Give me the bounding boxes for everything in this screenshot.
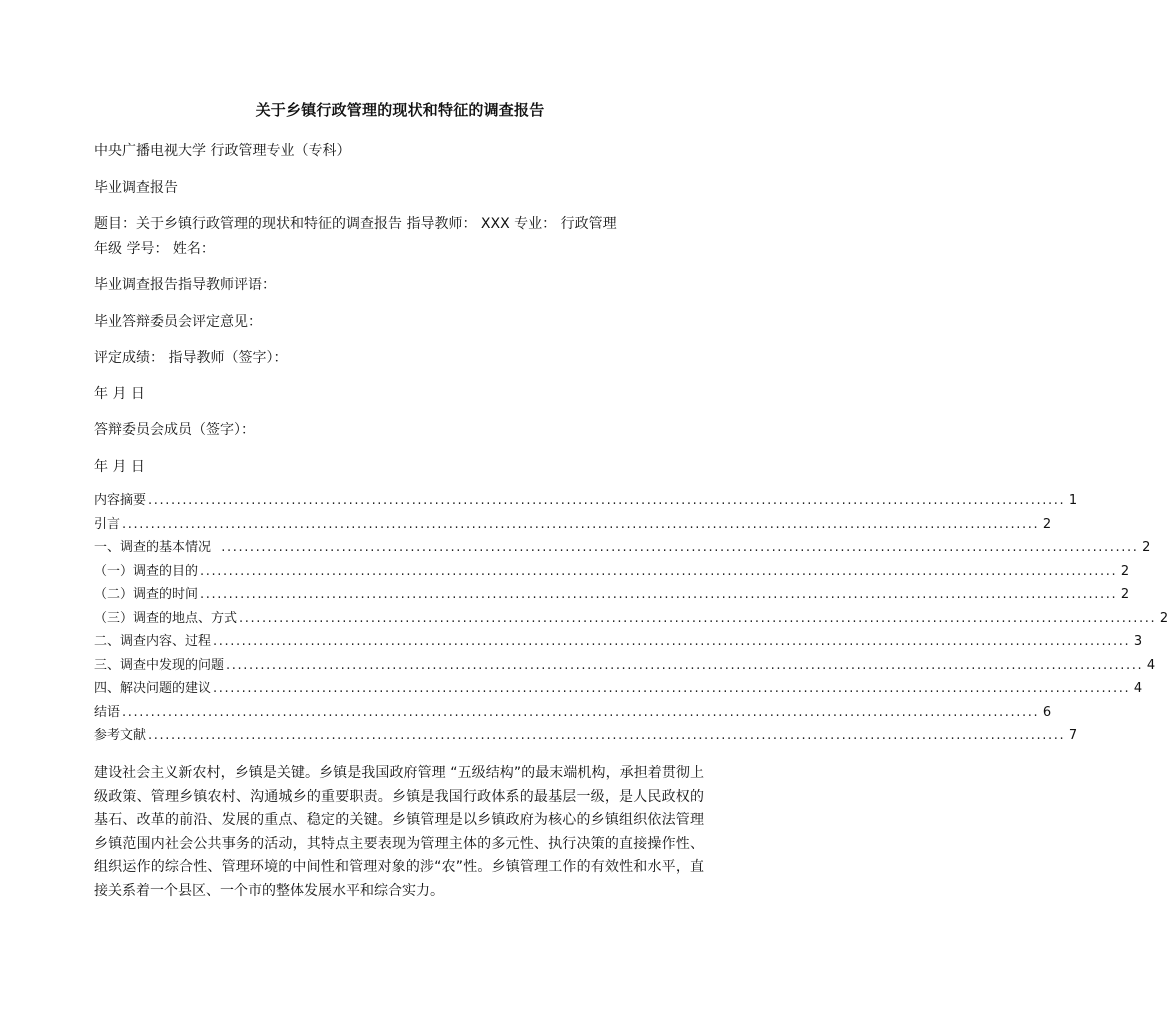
toc-entry-label: 引言 bbox=[94, 516, 121, 532]
toc-entry-label: 内容摘要 bbox=[94, 493, 147, 508]
toc-entry-label: 一、调查的基本情况 bbox=[94, 540, 220, 555]
toc-leader-dots: ................................................................................................................................................................ bbox=[200, 587, 1118, 602]
toc-entry-page: 2 bbox=[1042, 516, 1052, 532]
grade-sign-line: 评定成绩： 指导教师（签字）： bbox=[94, 350, 288, 366]
toc-entry[interactable] bbox=[94, 727, 1078, 751]
toc-entry[interactable] bbox=[94, 586, 1130, 610]
school-line: 中央广播电视大学 行政管理专业（专科） bbox=[94, 143, 351, 159]
date-line-1: 年 月 日 bbox=[94, 386, 145, 402]
toc-leader-dots: ................................................................................................................................................................ bbox=[122, 516, 1040, 532]
grade-line: 年级 学号： 姓名： bbox=[94, 241, 215, 257]
toc-entry-page: 2 bbox=[1120, 563, 1130, 579]
toc-entry[interactable] bbox=[94, 704, 1052, 728]
toc-leader-dots: ................................................................................................................................................................ bbox=[221, 540, 1139, 555]
toc-entry-page: 2 bbox=[1120, 587, 1130, 602]
toc-leader-dots: ................................................................................................................................................................ bbox=[226, 657, 1144, 673]
toc-entry-page: 2 bbox=[1159, 610, 1168, 626]
toc-entry-page: 2 bbox=[1142, 540, 1151, 555]
date-line-2: 年 月 日 bbox=[94, 459, 145, 475]
toc-entry-label: （二）调查的时间 bbox=[94, 587, 199, 602]
committee-sign-line: 答辩委员会成员（签字）： bbox=[94, 422, 255, 438]
toc-entry-page: 6 bbox=[1042, 704, 1052, 720]
topic-line: 题目：关于乡镇行政管理的现状和特征的调查报告 指导教师： XXX 专业： 行政管理 bbox=[94, 216, 617, 232]
toc-entry[interactable] bbox=[94, 563, 1130, 587]
toc-entry-label: 二、调查内容、过程 bbox=[94, 634, 212, 649]
toc-entry-label: （一）调查的目的 bbox=[94, 563, 199, 579]
toc-entry[interactable] bbox=[94, 680, 1143, 704]
toc-entry-label: 三、调查中发现的问题 bbox=[94, 657, 225, 673]
toc-entry-page: 4 bbox=[1146, 657, 1156, 673]
table-of-contents bbox=[94, 492, 1168, 751]
toc-entry-page: 1 bbox=[1068, 493, 1078, 508]
document-title: 关于乡镇行政管理的现状和特征的调查报告 bbox=[255, 101, 545, 119]
doc-type-line: 毕业调查报告 bbox=[94, 180, 178, 196]
toc-entry-page: 3 bbox=[1133, 634, 1143, 649]
toc-leader-dots: ................................................................................................................................................................ bbox=[200, 563, 1118, 579]
toc-entry-label: 结语 bbox=[94, 704, 121, 720]
toc-entry[interactable] bbox=[94, 633, 1143, 657]
committee-opinion-line: 毕业答辩委员会评定意见： bbox=[94, 314, 262, 330]
toc-leader-dots: ................................................................................................................................................................ bbox=[213, 681, 1131, 696]
toc-entry-page: 4 bbox=[1133, 681, 1143, 696]
toc-entry[interactable] bbox=[94, 516, 1052, 540]
toc-leader-dots: ................................................................................................................................................................ bbox=[213, 634, 1131, 649]
toc-entry[interactable] bbox=[94, 539, 1151, 563]
toc-entry-label: （三）调查的地点、方式 bbox=[94, 610, 238, 626]
advisor-comment-line: 毕业调查报告指导教师评语： bbox=[94, 277, 276, 293]
toc-leader-dots: ................................................................................................................................................................ bbox=[122, 704, 1040, 720]
toc-leader-dots: ................................................................................................................................................................ bbox=[148, 493, 1066, 508]
toc-entry[interactable] bbox=[94, 610, 1168, 634]
toc-entry[interactable] bbox=[94, 492, 1078, 516]
toc-leader-dots: ................................................................................................................................................................ bbox=[239, 610, 1157, 626]
toc-entry-page: 7 bbox=[1068, 728, 1078, 743]
toc-entry-label: 四、解决问题的建议 bbox=[94, 681, 212, 696]
toc-entry[interactable] bbox=[94, 657, 1156, 681]
toc-leader-dots: ................................................................................................................................................................ bbox=[148, 728, 1066, 743]
intro-paragraph: 建设社会主义新农村，乡镇是关键。乡镇是我国政府管理 “五级结构”的最末端机构，承担着贯彻上级政策、管理乡镇农村、沟通城乡的重要职责。乡镇是我国行政体系的最基层一级，是人民政权的基石、改革的前沿、发展的重点、稳定的关键。乡镇管理是以乡镇政府为核心的乡镇组织依法管理乡镇范围内社会公共事务的活动，其特点主要表现为管理主体的多元性、执行决策的直接操作性、组织运作的综合性、管理环境的中间性和管理对象的涉“农”性。乡镇管理工作的有效性和水平，直接关系着一个县区、一个市的整体发展水平和综合实力。 bbox=[94, 765, 704, 899]
toc-entry-label: 参考文献 bbox=[94, 728, 147, 743]
